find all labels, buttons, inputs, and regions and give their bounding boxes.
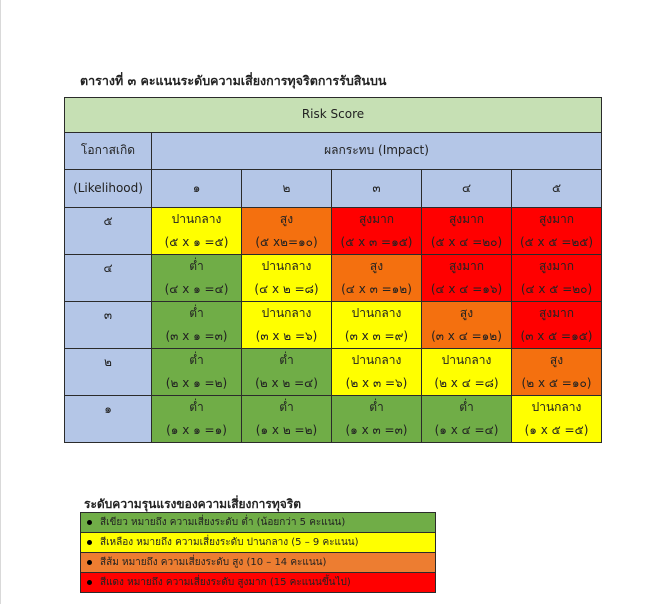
risk-score-formula: (๑ x ๔ =๔) <box>434 422 499 437</box>
risk-score-header: Risk Score <box>65 98 602 133</box>
risk-level-label: สูง <box>459 305 474 320</box>
risk-level-label: ต่ำ <box>189 352 204 367</box>
bullet-icon <box>87 580 92 585</box>
risk-cell <box>242 396 332 443</box>
legend-item <box>80 512 436 533</box>
matrix-row <box>65 349 602 396</box>
risk-level-label: สูงมาก <box>358 211 395 226</box>
likelihood-level: ๕ <box>65 208 152 255</box>
risk-cell <box>242 302 332 349</box>
likelihood-level: ๔ <box>65 255 152 302</box>
risk-matrix <box>64 97 602 443</box>
risk-score-formula: (๔ x ๕ =๒๐) <box>520 281 593 296</box>
risk-score-formula: (๒ x ๒ =๔) <box>255 375 318 390</box>
risk-score-formula: (๓ x ๒ =๖) <box>255 328 318 343</box>
risk-level-label: ต่ำ <box>369 399 384 414</box>
risk-score-formula: (๓ x ๔ =๑๒) <box>431 328 502 343</box>
likelihood-header: โอกาสเกิด <box>65 133 152 170</box>
matrix-row <box>65 396 602 443</box>
risk-score-formula: (๔ x ๓ =๑๒) <box>341 281 412 296</box>
legend-item-text: สีแดง หมายถึง ความเสี่ยงระดับ สูงมาก (15 คะแนนขึ้นไป) <box>100 577 351 588</box>
risk-level-label: ต่ำ <box>459 399 474 414</box>
risk-level-label: ต่ำ <box>189 399 204 414</box>
risk-level-label: ปานกลาง <box>261 305 312 320</box>
risk-cell <box>422 302 512 349</box>
risk-cell <box>332 396 422 443</box>
risk-cell <box>512 255 602 302</box>
risk-cell <box>512 396 602 443</box>
risk-score-formula: (๒ x ๕ =๑๐) <box>521 375 592 390</box>
risk-cell <box>512 349 602 396</box>
impact-header: ผลกระทบ (Impact) <box>152 133 602 170</box>
matrix-row <box>65 255 602 302</box>
risk-cell <box>332 208 422 255</box>
legend-title: ระดับความรุนแรงของความเสี่ยงการทุจริต <box>84 497 302 511</box>
risk-level-label: สูง <box>279 211 294 226</box>
risk-level-label: สูงมาก <box>538 258 575 273</box>
risk-cell <box>152 349 242 396</box>
risk-score-formula: (๒ x ๔ =๘) <box>434 375 499 390</box>
risk-level-label: ปานกลาง <box>531 399 582 414</box>
risk-level-label: ต่ำ <box>279 352 294 367</box>
table-title: ตารางที่ ๓ คะแนนระดับความเสี่ยงการทุจริตการรับสินบน <box>80 73 387 88</box>
risk-score-formula: (๓ x ๑ =๓) <box>165 328 228 343</box>
impact-level: ๑ <box>152 170 242 208</box>
risk-cell <box>332 349 422 396</box>
risk-cell <box>422 396 512 443</box>
impact-level: ๓ <box>332 170 422 208</box>
likelihood-level: ๒ <box>65 349 152 396</box>
risk-level-label: ปานกลาง <box>441 352 492 367</box>
matrix-row <box>65 302 602 349</box>
legend-item-text: สีเหลือง หมายถึง ความเสี่ยงระดับ ปานกลาง (5 – 9 คะแนน) <box>100 537 359 548</box>
legend-item-text: สีเขียว หมายถึง ความเสี่ยงระดับ ต่ำ (น้อยกว่า 5 คะแนน) <box>100 517 346 528</box>
likelihood-header-en: (Likelihood) <box>65 170 152 208</box>
risk-score-formula: (๕ x๒=๑๐) <box>255 234 318 249</box>
risk-level-label: สูงมาก <box>538 211 575 226</box>
risk-level-label: ปานกลาง <box>351 305 402 320</box>
risk-cell <box>512 302 602 349</box>
legend-item <box>80 533 436 553</box>
risk-score-formula: (๔ x ๑ =๔) <box>164 281 229 296</box>
risk-cell <box>152 255 242 302</box>
impact-level: ๒ <box>242 170 332 208</box>
bullet-icon <box>87 560 92 565</box>
risk-score-formula: (๕ x ๕ =๒๕) <box>519 234 594 249</box>
legend-item <box>80 573 436 593</box>
risk-level-label: สูง <box>549 352 564 367</box>
severity-legend <box>80 512 436 593</box>
risk-level-label: ปานกลาง <box>351 352 402 367</box>
risk-score-formula: (๒ x ๑ =๒) <box>165 375 228 390</box>
risk-score-formula: (๓ x ๓ =๙) <box>344 328 409 343</box>
risk-cell <box>422 255 512 302</box>
risk-cell <box>242 349 332 396</box>
risk-level-label: สูงมาก <box>448 211 485 226</box>
risk-cell <box>422 208 512 255</box>
risk-cell <box>242 255 332 302</box>
risk-score-formula: (๔ x ๔ =๑๖) <box>430 281 503 296</box>
likelihood-level: ๓ <box>65 302 152 349</box>
risk-score-formula: (๑ x ๒ =๒) <box>255 422 318 437</box>
risk-score-formula: (๒ x ๓ =๖) <box>345 375 408 390</box>
page-edge <box>0 0 1 604</box>
risk-cell <box>332 302 422 349</box>
risk-level-label: ปานกลาง <box>171 211 222 226</box>
matrix-row <box>65 208 602 255</box>
impact-level: ๔ <box>422 170 512 208</box>
risk-level-label: ต่ำ <box>189 305 204 320</box>
risk-cell <box>332 255 422 302</box>
likelihood-level: ๑ <box>65 396 152 443</box>
risk-score-formula: (๕ x ๔ =๒๐) <box>430 234 503 249</box>
bullet-icon <box>87 520 92 525</box>
risk-score-formula: (๕ x ๓ =๑๕) <box>340 234 413 249</box>
risk-level-label: สูงมาก <box>448 258 485 273</box>
legend-item <box>80 553 436 573</box>
risk-level-label: ต่ำ <box>189 258 204 273</box>
legend-item-text: สีส้ม หมายถึง ความเสี่ยงระดับ สูง (10 – 14 คะแนน) <box>100 557 327 568</box>
risk-level-label: สูงมาก <box>538 305 575 320</box>
bullet-icon <box>87 540 92 545</box>
risk-cell <box>242 208 332 255</box>
risk-score-formula: (๑ x ๑ =๑) <box>166 422 227 437</box>
risk-score-formula: (๕ x ๑ =๕) <box>164 234 229 249</box>
risk-level-label: สูง <box>369 258 384 273</box>
risk-cell <box>422 349 512 396</box>
impact-level: ๕ <box>512 170 602 208</box>
risk-level-label: ต่ำ <box>279 399 294 414</box>
risk-score-formula: (๑ x ๕ =๕) <box>524 422 589 437</box>
matrix-body <box>65 208 602 443</box>
risk-score-formula: (๑ x ๓ =๓) <box>345 422 408 437</box>
risk-cell <box>152 302 242 349</box>
risk-cell <box>512 208 602 255</box>
risk-score-formula: (๔ x ๒ =๘) <box>254 281 319 296</box>
risk-score-formula: (๓ x ๕ =๑๕) <box>520 328 593 343</box>
risk-cell <box>152 396 242 443</box>
risk-cell <box>152 208 242 255</box>
risk-level-label: ปานกลาง <box>261 258 312 273</box>
